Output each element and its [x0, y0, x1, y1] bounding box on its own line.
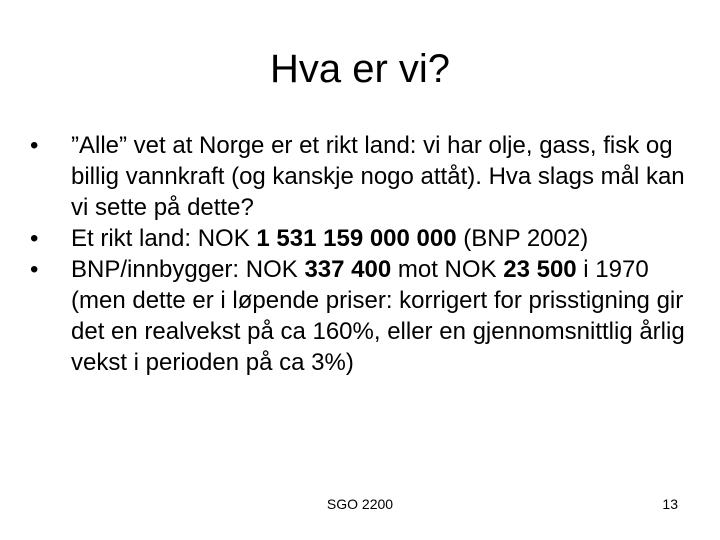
bullet-item-3 — [30, 254, 690, 378]
slide-title: Hva er vi? — [269, 47, 451, 91]
footer-page-number: 13 — [662, 496, 678, 512]
bullet-list — [30, 130, 690, 378]
bullet-text-before: Et rikt land: NOK — [71, 225, 257, 252]
bullet-marker: • — [30, 256, 39, 283]
bullet-text-after: (BNP 2002) — [456, 225, 589, 252]
bullet-marker: • — [30, 225, 39, 252]
bullet-text-before: BNP/innbygger: NOK — [71, 256, 305, 283]
bullet-text-middle: mot NOK — [391, 256, 504, 283]
bullet-marker: • — [30, 132, 39, 159]
bullet-text: ”Alle” vet at Norge er et rikt land: vi har olje, gass, fisk og billig vannkraft (og kanskje nogo attåt). Hva slags mål kan vi sette på dette? — [71, 132, 685, 221]
bnp-per-capita-1970-value: 23 500 — [503, 256, 577, 283]
bullet-item-2 — [30, 223, 690, 254]
bullet-item-1 — [30, 130, 690, 223]
footer-course: SGO 2200 — [326, 496, 394, 512]
bnp-value: 1 531 159 000 000 — [256, 225, 457, 252]
bullet-text-after: i 1970 (men dette er i løpende priser: korrigert for prisstigning gir det en realvekst på ca 160%, eller en gjennomsnittlig årlig vekst i perioden på ca 3%) — [71, 256, 685, 376]
bnp-per-capita-value: 337 400 — [304, 256, 392, 283]
